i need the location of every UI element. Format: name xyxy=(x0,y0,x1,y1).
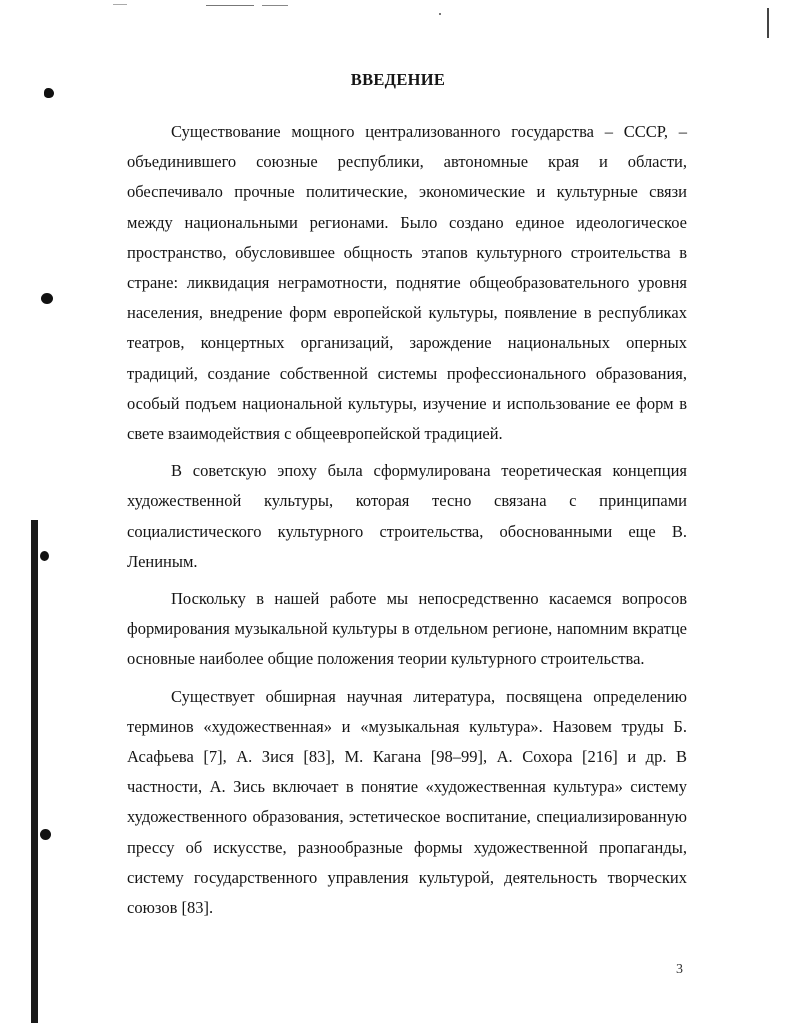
binder-hole-mark xyxy=(40,551,49,561)
paragraph: Поскольку в нашей работе мы непосредственно касаемся вопросов формирования музыкальной культуры в отдельном регионе, напомним вкратце основные наиболее общие положения теории культурного строительства. xyxy=(127,589,687,669)
scan-speck xyxy=(439,13,441,15)
scan-top-line xyxy=(206,5,254,6)
page-title: ВВЕДЕНИЕ xyxy=(350,70,446,89)
scan-margin-bar xyxy=(31,520,38,1023)
paragraph: Существование мощного централизованного государства – СССР, – объединившего союзные республики, автономные края и области, обеспечивало прочные политические, экономические и культурные связи между национальными регионами. Было создано единое идеологическое пространство, обусловившее общность этапов культурного строительства в стране: ликвидация неграмотности, поднятие общеобразовательного уровня населения, внедрение форм европейской культуры, появление в республиках театров, концертных организаций, зарождение национальных оперных традиций, создание собственной системы профессионального образования, особый подъем национальной культуры, изучение и использование ее форм в свете взаимодействия с общеевропейской традицией. xyxy=(127,122,687,444)
scan-top-line xyxy=(113,4,127,5)
body-text xyxy=(127,117,687,930)
binder-hole-mark xyxy=(40,829,51,840)
binder-hole-mark xyxy=(41,293,53,304)
paragraph: Существует обширная научная литература, посвящена определению терминов «художественная» и «музыкальная культура». Назовем труды Б. Асафьева [7], А. Зися [83], М. Кагана [98–99], А. Сохора [216] и др. В частности, А. Зись включает в понятие «художественная культура» систему художественного образования, эстетическое воспитание, специализированную прессу об искусстве, разнообразные формы художественной пропаганды, систему государственного управления культурой, деятельность творческих союзов [83]. xyxy=(127,686,687,918)
paragraph: В советскую эпоху была сформулирована теоретическая концепция художественной культуры, которая тесно связана с принципами социалистического культурного строительства, обоснованными еще В. Лениным. xyxy=(127,461,687,571)
scan-edge-line xyxy=(767,8,769,38)
scan-top-line xyxy=(262,5,288,6)
page-number: 3 xyxy=(676,962,683,977)
